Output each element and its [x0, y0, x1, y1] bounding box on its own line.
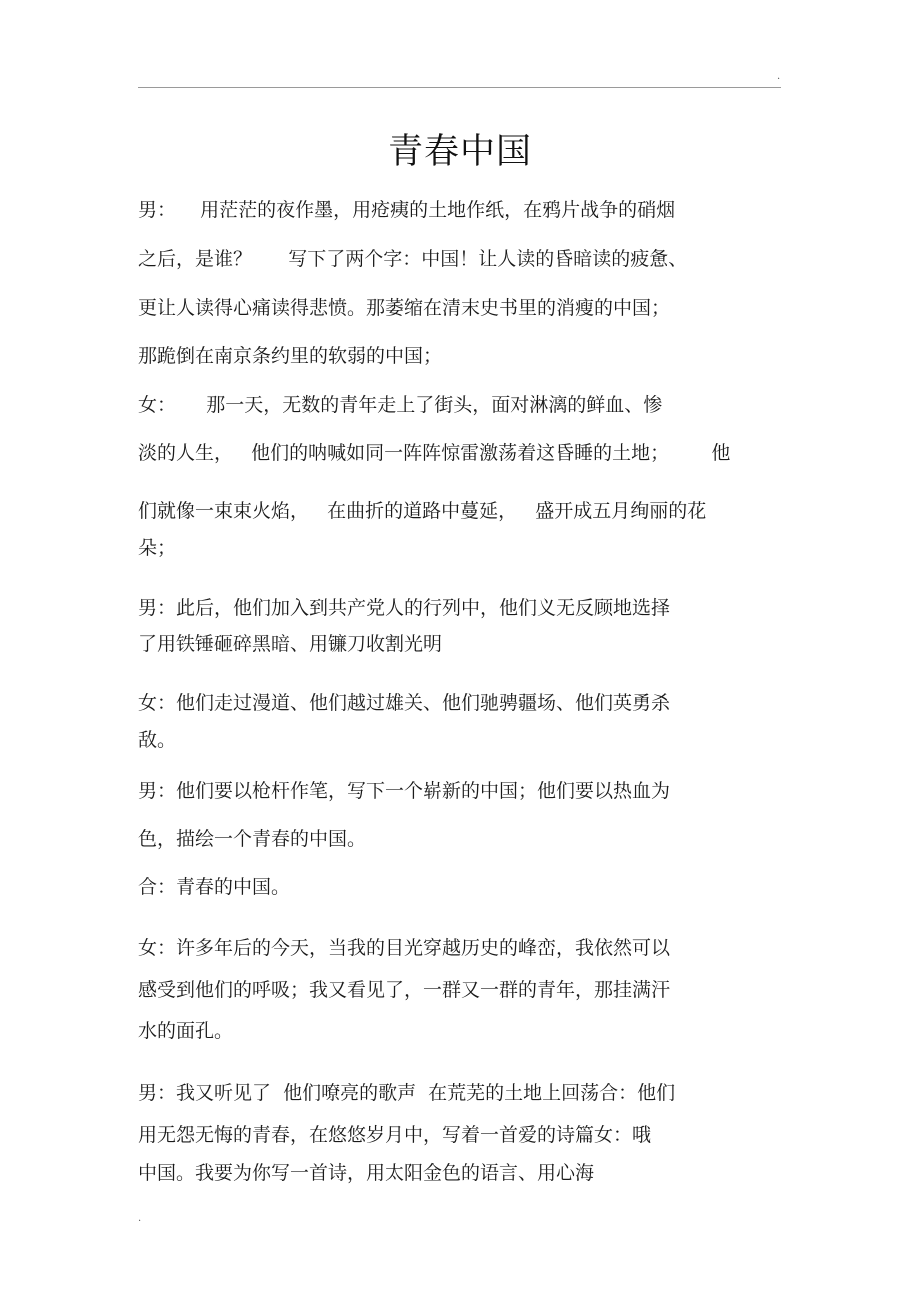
- footer-mark: .: [138, 1213, 142, 1224]
- text-line: 男： 用茫茫的夜作墨，用疮痍的土地作纸，在鸦片战争的硝烟: [138, 199, 676, 221]
- text-line: 用无怨无悔的青春，在悠悠岁月中，写着一首爱的诗篇女：哦: [138, 1124, 652, 1146]
- text-line: 了用铁锤砸碎黑暗、用镰刀收割光明: [138, 633, 443, 655]
- text-line: 淡的人生， 他们的呐喊如同一阵阵惊雷激荡着这昏睡的土地； 他: [138, 442, 731, 464]
- text-line: 之后，是谁？ 写下了两个字：中国！让人读的昏暗读的疲惫、: [138, 248, 688, 270]
- text-line: 合：青春的中国。: [138, 876, 291, 898]
- header-mark: .: [777, 71, 781, 82]
- text-line: 朵；: [138, 537, 177, 559]
- text-line: 男：他们要以枪杆作笔，写下一个崭新的中国；他们要以热血为: [138, 780, 671, 802]
- text-line: 更让人读得心痛读得悲愤。那萎缩在清末史书里的消瘦的中国；: [138, 297, 671, 319]
- page-title: 青春中国: [387, 132, 532, 172]
- text-line: 感受到他们的呼吸；我又看见了，一群又一群的青年，那挂满汗: [138, 979, 671, 1001]
- text-line: 男：我又听见了 他们嘹亮的歌声 在荒芜的土地上回荡合：他们: [138, 1082, 676, 1104]
- text-line: 水的面孔。: [138, 1020, 234, 1042]
- text-line: 中国。我要为你写一首诗，用太阳金色的语言、用心海: [138, 1162, 595, 1184]
- text-line: 女： 那一天，无数的青年走上了街头，面对淋漓的鲜血、惨: [138, 394, 663, 416]
- text-line: 女：许多年后的今天，当我的目光穿越历史的峰峦，我依然可以: [138, 937, 671, 959]
- text-line: 男：此后，他们加入到共产党人的行列中，他们义无反顾地选择: [138, 597, 671, 619]
- text-line: 们就像一束束火焰， 在曲折的道路中蔓延， 盛开成五月绚丽的花: [138, 500, 707, 522]
- text-line: 女：他们走过漫道、他们越过雄关、他们驰骋疆场、他们英勇杀: [138, 692, 671, 714]
- text-line: 敌。: [138, 729, 177, 751]
- header-rule: [138, 87, 781, 88]
- text-line: 那跪倒在南京条约里的软弱的中国；: [138, 345, 443, 367]
- text-line: 色，描绘一个青春的中国。: [138, 828, 367, 850]
